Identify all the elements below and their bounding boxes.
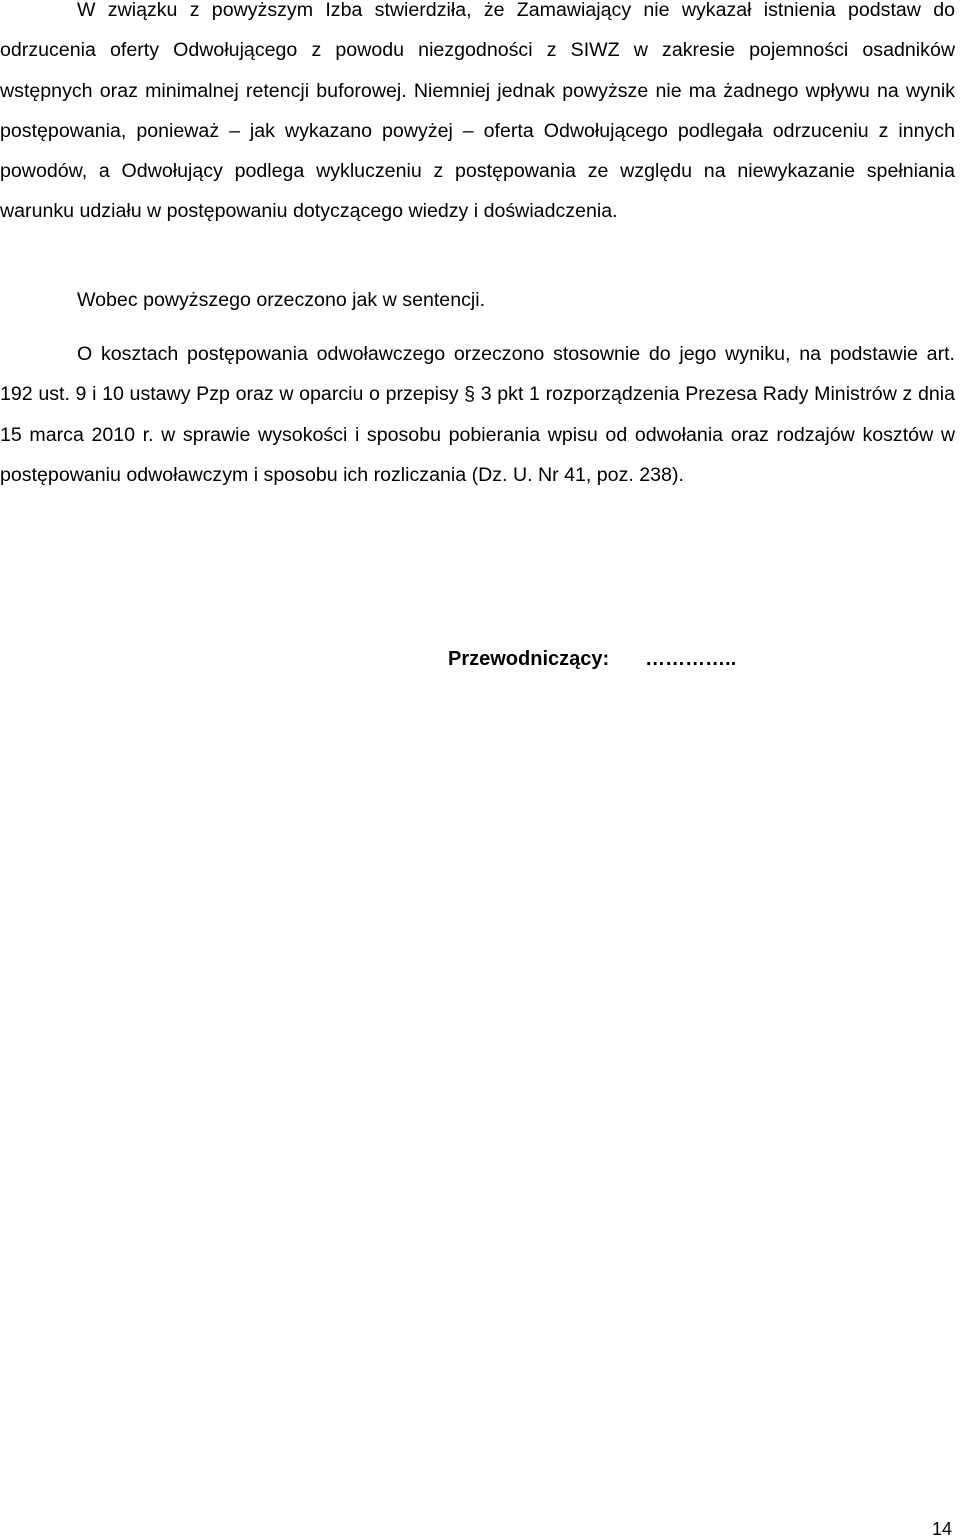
paragraph-conclusion: W związku z powyższym Izba stwierdziła, że Zamawiający nie wykazał istnienia podstaw do odrzucenia oferty Odwołującego z powodu niezgodności z SIWZ w zakresie pojemności osadników wstępnych oraz minimalnej retencji buforowej. Niemniej jednak powyższe nie ma żadnego wpływu na wynik postępowania, ponieważ – jak wykazano powyżej – oferta Odwołującego podlegała odrzuceniu z innych powodów, a Odwołujący podlega wykluczeniu z postępowania ze względu na niewykazanie spełniania warunku udziału w postępowaniu dotyczącego wiedzy i doświadczenia. bbox=[0, 0, 955, 223]
signature-line bbox=[448, 645, 736, 673]
paragraph-costs: O kosztach postępowania odwoławczego orzeczono stosownie do jego wyniku, na podstawie art. 192 ust. 9 i 10 ustawy Pzp oraz w oparciu o przepisy § 3 pkt 1 rozporządzenia Prezesa Rady Ministrów z dnia 15 marca 2010 r. w sprawie wysokości i sposobu pobierania wpisu od odwołania oraz rodzajów kosztów w postępowaniu odwoławczym i sposobu ich rozliczania (Dz. U. Nr 41, poz. 238). bbox=[0, 343, 955, 486]
paragraph-ruling: Wobec powyższego orzeczono jak w sentencji. bbox=[77, 289, 486, 311]
signature-placeholder: ………….. bbox=[645, 648, 737, 670]
page-number: 14 bbox=[931, 1519, 952, 1539]
signature-label: Przewodniczący: bbox=[448, 648, 610, 670]
